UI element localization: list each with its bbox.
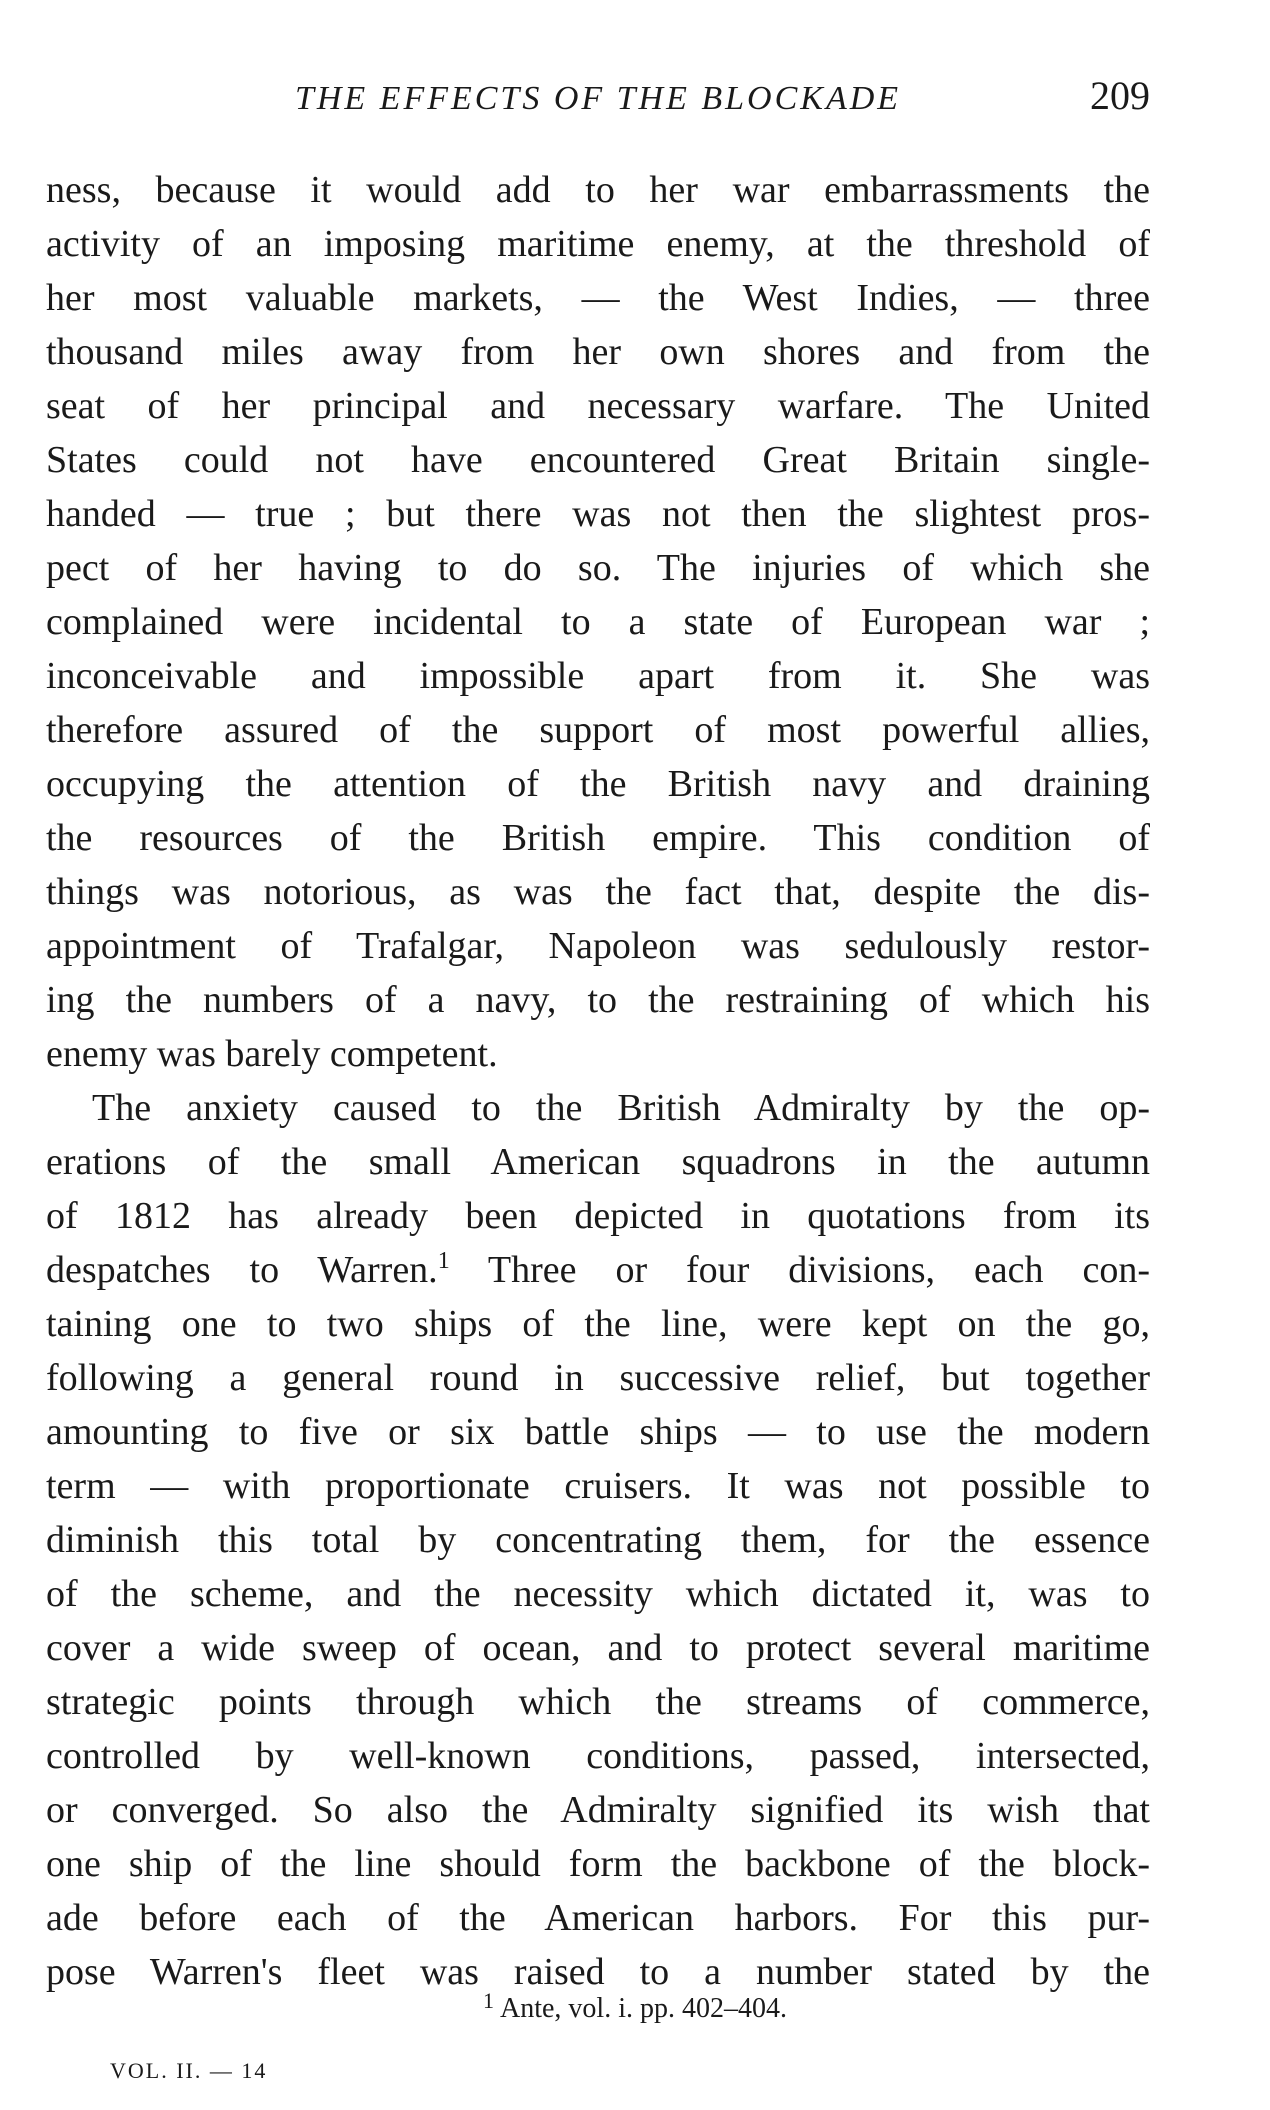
running-title: THE EFFECTS OF THE BLOCKADE xyxy=(294,80,902,117)
text-line: activity of an imposing maritime enemy, at the threshold of xyxy=(46,223,1150,265)
text-line: things was notorious, as was the fact that, despite the dis- xyxy=(46,871,1150,913)
text-line: cover a wide sweep of ocean, and to protect several maritime xyxy=(46,1627,1150,1669)
text-line: of 1812 has already been depicted in quotations from its xyxy=(46,1195,1150,1237)
text-segment: despatches to Warren. xyxy=(46,1249,438,1291)
footnote-mark: 1 xyxy=(483,1988,494,2013)
text-line: ness, because it would add to her war embarrassments the xyxy=(46,169,1150,211)
text-line: The anxiety caused to the British Admiralty by the op- xyxy=(92,1087,1150,1129)
text-line: amounting to five or six battle ships — to use the modern xyxy=(46,1411,1150,1453)
text-line: controlled by well-known conditions, passed, intersected, xyxy=(46,1735,1150,1777)
text-line: ing the numbers of a navy, to the restraining of which his xyxy=(46,979,1150,1021)
text-line: erations of the small American squadrons in the autumn xyxy=(46,1141,1150,1183)
text-line: strategic points through which the streams of commerce, xyxy=(46,1681,1150,1723)
text-line: one ship of the line should form the backbone of the block- xyxy=(46,1843,1150,1885)
footnote-reference: 1 xyxy=(437,1248,450,1274)
body-text xyxy=(46,163,1150,1999)
text-line: term — with proportionate cruisers. It was not possible to xyxy=(46,1465,1150,1507)
text-line: appointment of Trafalgar, Napoleon was sedulously restor- xyxy=(46,925,1150,967)
text-line-with-footnote xyxy=(46,1243,1150,1297)
text-segment: Three or four divisions, each con- xyxy=(449,1249,1150,1291)
text-line: inconceivable and impossible apart from it. She was xyxy=(46,655,1150,697)
footnote xyxy=(0,1988,1270,2025)
text-line: ade before each of the American harbors. For this pur- xyxy=(46,1897,1150,1939)
text-line: pect of her having to do so. The injuries of which she xyxy=(46,547,1150,589)
text-line: therefore assured of the support of most powerful allies, xyxy=(46,709,1150,751)
text-line: occupying the attention of the British navy and draining xyxy=(46,763,1150,805)
text-line: pose Warren's fleet was raised to a number stated by the xyxy=(46,1951,1150,1993)
text-line: thousand miles away from her own shores and from the xyxy=(46,331,1150,373)
text-line: enemy was barely competent. xyxy=(46,1033,498,1075)
text-line: seat of her principal and necessary warfare. The United xyxy=(46,385,1150,427)
text-line: taining one to two ships of the line, were kept on the go, xyxy=(46,1303,1150,1345)
text-line: complained were incidental to a state of European war ; xyxy=(46,601,1150,643)
text-line: following a general round in successive relief, but together xyxy=(46,1357,1150,1399)
text-line: of the scheme, and the necessity which dictated it, was to xyxy=(46,1573,1150,1615)
text-line: diminish this total by concentrating them, for the essence xyxy=(46,1519,1150,1561)
running-head xyxy=(46,72,1150,122)
signature-mark: VOL. II. — 14 xyxy=(110,2058,268,2083)
text-line: States could not have encountered Great Britain single- xyxy=(46,439,1150,481)
text-line: her most valuable markets, — the West Indies, — three xyxy=(46,277,1150,319)
footnote-text: Ante, vol. i. pp. 402–404. xyxy=(500,1993,787,2024)
text-line: handed — true ; but there was not then the slightest pros- xyxy=(46,493,1150,535)
text-line: the resources of the British empire. This condition of xyxy=(46,817,1150,859)
text-line: or converged. So also the Admiralty signified its wish that xyxy=(46,1789,1150,1831)
page-number: 209 xyxy=(1090,73,1150,118)
